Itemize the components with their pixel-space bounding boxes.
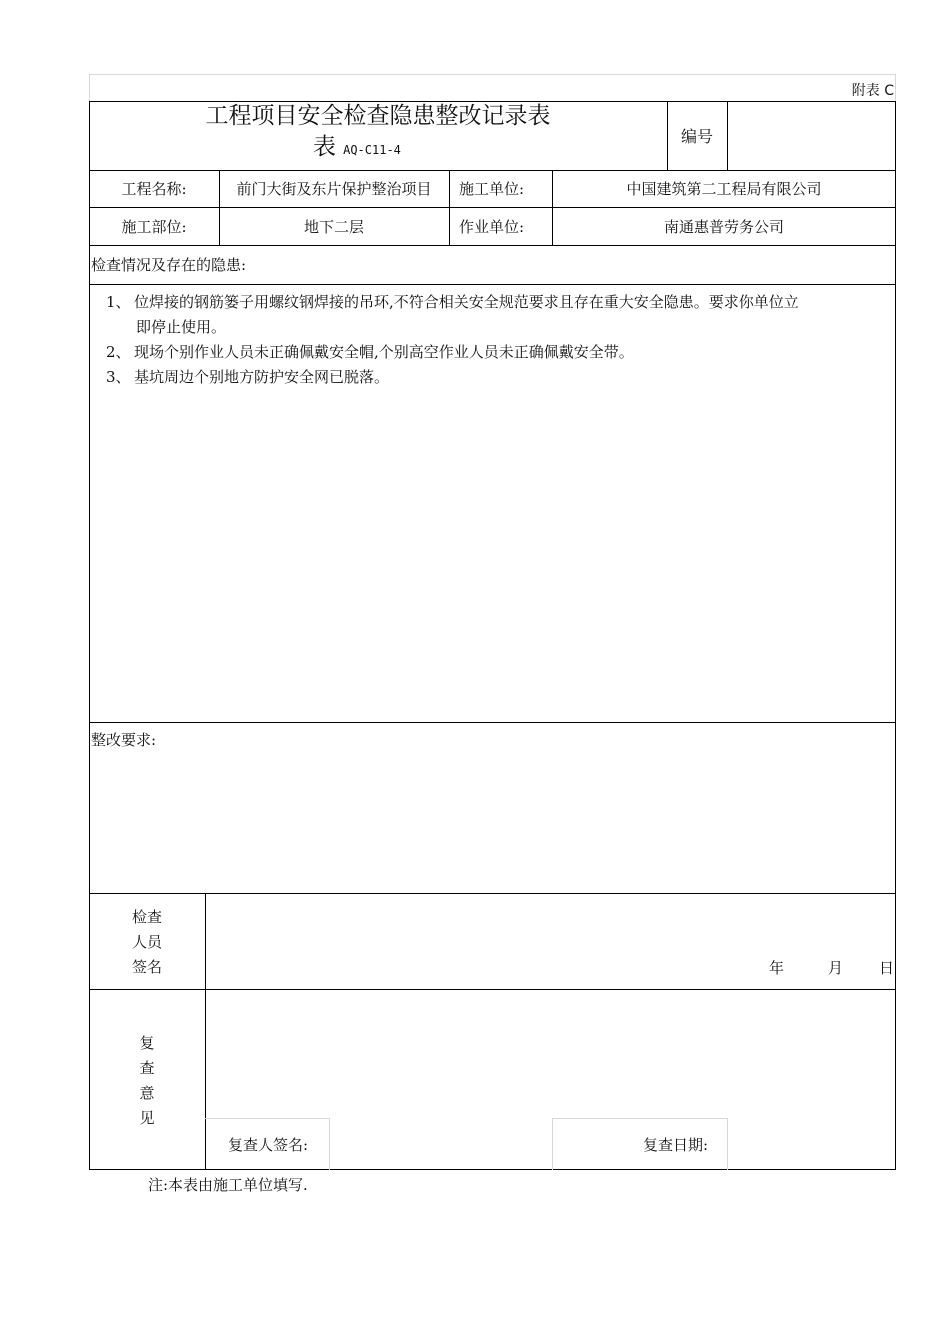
work-unit-value[interactable]: 南通惠普劳务公司 <box>663 217 784 236</box>
review-date-label: 复查日期: <box>643 1135 709 1154</box>
date-year: 年 <box>769 959 785 977</box>
issue-text: 现场个别作业人员未正确佩戴安全帽,个别高空作业人员未正确佩戴安全带。 <box>134 343 634 361</box>
inspector-label-line: 签名 <box>131 958 162 976</box>
work-unit-label: 作业单位: <box>459 217 525 236</box>
review-date-field[interactable] <box>728 1119 895 1169</box>
contractor-value[interactable]: 中国建筑第二工程局有限公司 <box>626 180 822 198</box>
review-label-line: 见 <box>139 1109 155 1127</box>
issue-number: 2、 <box>106 343 131 361</box>
issues-list[interactable] <box>106 290 896 390</box>
issue-number: 1、 <box>106 293 131 311</box>
project-name-label: 工程名称: <box>121 180 187 198</box>
inspector-sign-field[interactable] <box>206 894 895 988</box>
top-grid-left <box>89 74 90 101</box>
issue-text: 基坑周边个别地方防护安全网已脱落。 <box>134 368 390 386</box>
review-subcell-left-2 <box>552 1118 553 1170</box>
number-field[interactable] <box>727 101 896 170</box>
date-day: 日 <box>879 959 895 977</box>
location-value[interactable]: 地下二层 <box>303 217 364 236</box>
form-title: 工程项目安全检查隐患整改记录表 <box>205 103 551 129</box>
reviewer-sign-label: 复查人签名: <box>228 1135 309 1154</box>
review-opinion-field[interactable] <box>206 990 895 1116</box>
location-label: 施工部位: <box>121 217 187 236</box>
project-name-value[interactable]: 前门大街及东片保护整治项目 <box>236 180 432 198</box>
inspector-sign-label <box>89 905 205 980</box>
rule-inspection-label <box>89 284 896 285</box>
form-subtitle <box>313 133 401 164</box>
rectification-label: 整改要求: <box>91 731 157 749</box>
issue-number: 3、 <box>106 368 131 386</box>
issue-continuation: 即停止使用。 <box>136 318 227 336</box>
inspection-label: 检查情况及存在的隐患: <box>91 256 247 274</box>
reviewer-sign-field[interactable] <box>330 1119 551 1169</box>
inspector-label-line: 检查 <box>131 908 162 926</box>
list-item <box>106 365 896 390</box>
rule-issues <box>89 722 896 723</box>
contractor-label: 施工单位: <box>459 180 525 198</box>
top-grid-line <box>89 74 895 75</box>
number-label: 编号 <box>680 127 713 146</box>
review-opinion-label <box>89 1031 205 1131</box>
footer-note: 注:本表由施工单位填写. <box>148 1176 308 1194</box>
appendix-label: 附表 C <box>851 83 894 99</box>
rule-v-value1 <box>449 170 450 245</box>
issue-text: 位焊接的钢筋篓子用螺纹钢焊接的吊环,不符合相关安全规范要求且存在重大安全隐患。要求你单位立 <box>134 293 799 311</box>
review-label-line: 复 <box>139 1034 155 1052</box>
review-label-line: 查 <box>139 1059 155 1077</box>
date-month: 月 <box>828 959 844 977</box>
inspector-label-line: 人员 <box>131 933 162 951</box>
list-item <box>106 340 896 365</box>
top-grid-right <box>895 74 896 101</box>
form-code: AQ-C11-4 <box>343 143 401 157</box>
form-subtitle-main: 表 <box>313 134 336 160</box>
list-item <box>106 290 896 315</box>
rectification-field[interactable] <box>91 755 891 887</box>
review-label-line: 意 <box>139 1084 155 1102</box>
